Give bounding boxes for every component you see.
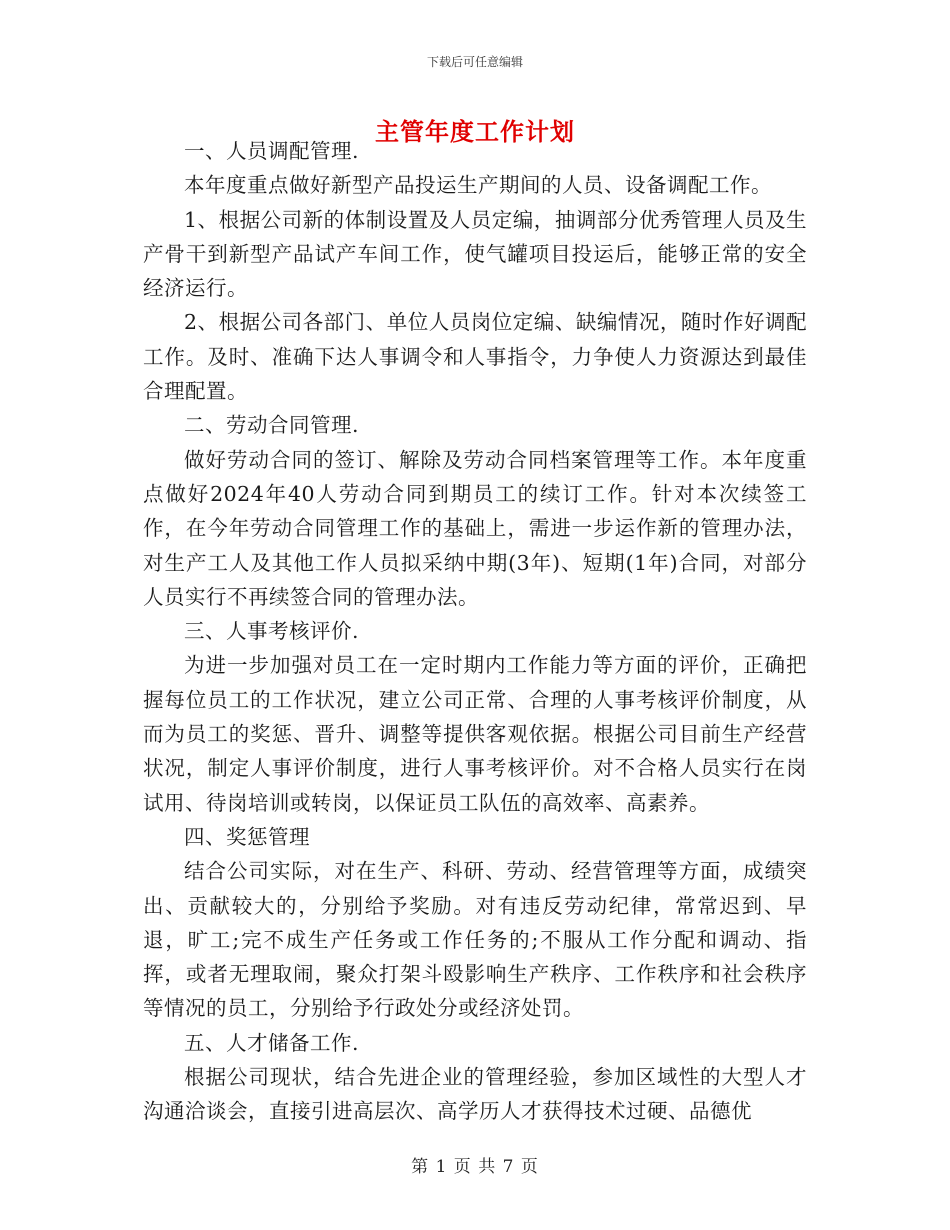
paragraph: 2、根据公司各部门、单位人员岗位定编、缺编情况，随时作好调配工作。及时、准确下达人事调令和人事指令，力争使人力资源达到最佳合理配置。 — [143, 310, 807, 404]
document-body — [143, 134, 807, 1129]
paragraph: 1、根据公司新的体制设置及人员定编，抽调部分优秀管理人员及生产骨干到新型产品试产车间工作，使气罐项目投运后，能够正常的安全经济运行。 — [143, 207, 807, 301]
page-number-footer: 第 1 页 共 7 页 — [411, 1157, 539, 1177]
section-heading-5: 五、人才储备工作. — [184, 1030, 360, 1055]
document-title: 主管年度工作计划 — [375, 117, 575, 146]
section-heading-1: 一、人员调配管理. — [184, 139, 360, 163]
section-heading-2: 二、劳动合同管理. — [184, 413, 360, 438]
paragraph: 为进一步加强对员工在一定时期内工作能力等方面的评价，正确把握每位员工的工作状况，建立公司正常、合理的人事考核评价制度，从而为员工的奖惩、晋升、调整等提供客观依据。根据公司目前生产经营状况，制定人事评价制度，进行人事考核评价。对不合格人员实行在岗试用、待岗培训或转岗，以保证员工队伍的高效率、高素养。 — [143, 653, 807, 815]
section-heading-4: 四、奖惩管理 — [184, 824, 310, 849]
page-header-note: 下载后可任意编辑 — [426, 55, 523, 69]
paragraph: 根据公司现状，结合先进企业的管理经验，参加区域性的大型人才沟通洽谈会，直接引进高层次、高学历人才获得技术过硬、品德优 — [143, 1065, 807, 1124]
paragraph: 结合公司实际，对在生产、科研、劳动、经营管理等方面，成绩突出、贡献较大的，分别给予奖励。对有违反劳动纪律，常常迟到、早退，旷工;完不成生产任务或工作任务的;不服从工作分配和调动、指挥，或者无理取闹，聚众打架斗殴影响生产秩序、工作秩序和社会秩序等情况的员工，分别给予行政处分或经济处罚。 — [143, 859, 807, 1021]
paragraph: 做好劳动合同的签订、解除及劳动合同档案管理等工作。本年度重点做好2024年40人劳动合同到期员工的续订工作。针对本次续签工作，在今年劳动合同管理工作的基础上，需进一步运作新的管理办法，对生产工人及其他工作人员拟采纳中期(3年)、短期(1年)合同，对部分人员实行不再续签合同的管理办法。 — [143, 447, 807, 609]
paragraph: 本年度重点做好新型产品投运生产期间的人员、设备调配工作。 — [184, 173, 772, 198]
section-heading-3: 三、人事考核评价. — [184, 619, 360, 644]
